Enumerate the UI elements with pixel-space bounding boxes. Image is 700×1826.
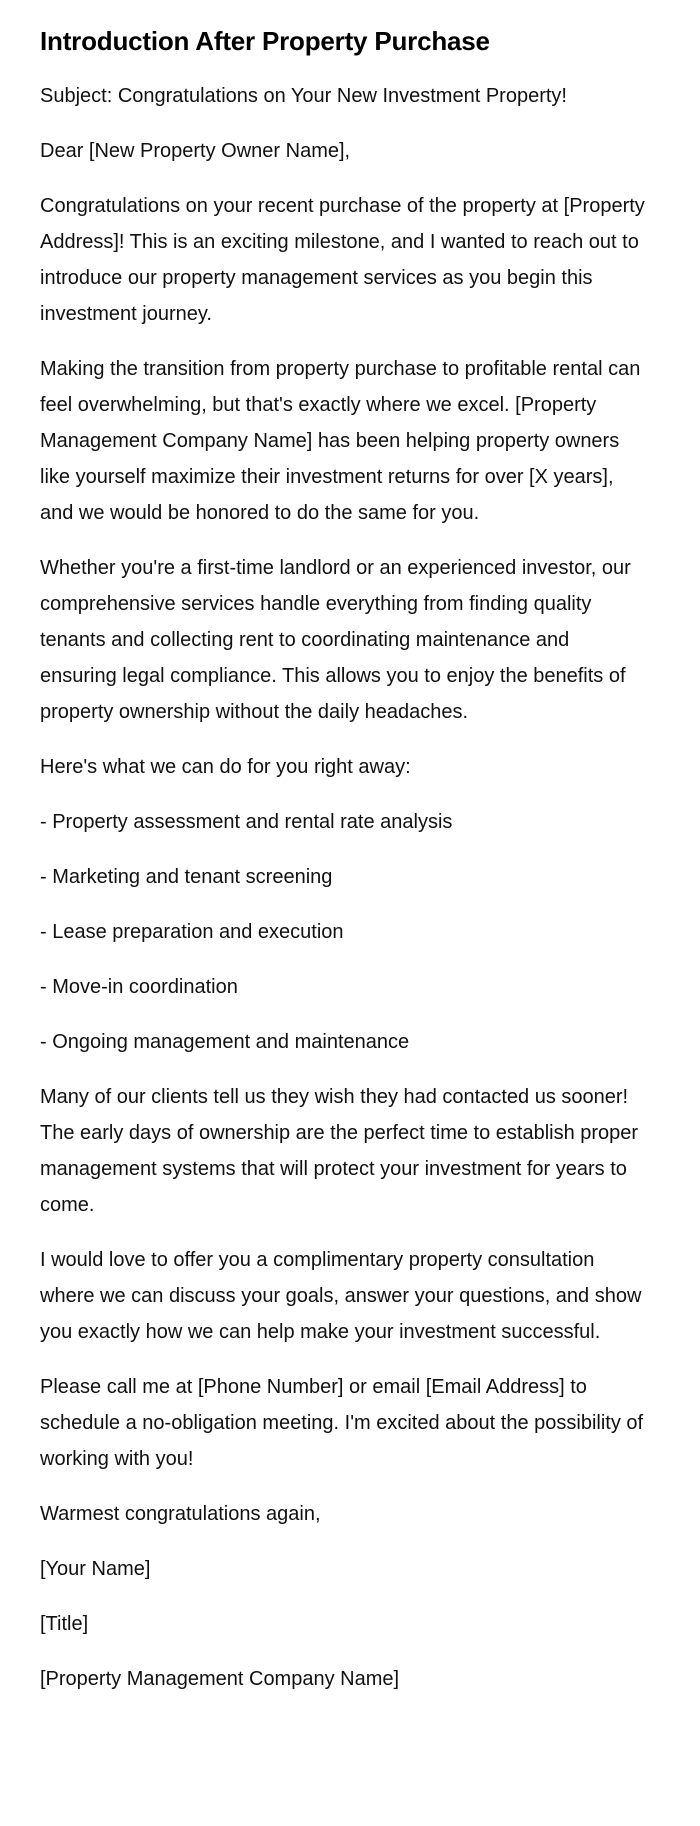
list-intro: Here's what we can do for you right away: <box>40 756 411 778</box>
signature-name: [Your Name] <box>40 1558 151 1580</box>
body-paragraph: Please call me at [Phone Number] or email [Email Address] to schedule a no-obligation meeting. I'm excited about the possibility of working with you! <box>40 1376 644 1470</box>
body-paragraph: Congratulations on your recent purchase of the property at [Property Address]! This is an exciting milestone, and I wanted to reach out to introduce our property management services as you begin this investment journey. <box>40 195 645 325</box>
signature-title: [Title] <box>40 1613 89 1635</box>
body-paragraph: Many of our clients tell us they wish they had contacted us sooner! The early days of ownership are the perfect time to establish proper management systems that will protect your investment for years to come. <box>40 1086 639 1216</box>
list-item: - Property assessment and rental rate analysis <box>40 811 453 833</box>
signature-company: [Property Management Company Name] <box>40 1668 400 1690</box>
body-paragraph: I would love to offer you a complimentary property consultation where we can discuss your goals, answer your questions, and show you exactly how we can help make your investment successful. <box>40 1249 642 1343</box>
subject-line: Subject: Congratulations on Your New Investment Property! <box>40 85 567 107</box>
closing: Warmest congratulations again, <box>40 1503 321 1525</box>
body-paragraph: Whether you're a first-time landlord or an experienced investor, our comprehensive services handle everything from finding quality tenants and collecting rent to coordinating maintenance and ensuring legal compliance. This allows you to enjoy the benefits of property ownership without the daily headaches. <box>40 557 631 723</box>
salutation: Dear [New Property Owner Name], <box>40 140 351 162</box>
list-item: - Ongoing management and maintenance <box>40 1031 410 1053</box>
list-item: - Move-in coordination <box>40 976 238 998</box>
list-item: - Marketing and tenant screening <box>40 866 333 888</box>
body-paragraph: Making the transition from property purchase to profitable rental can feel overwhelming, but that's exactly where we excel. [Property Management Company Name] has been helping property owners like yourself maximize their investment returns for over [X years], and we would be honored to do the same for you. <box>40 358 641 524</box>
document-title: Introduction After Property Purchase <box>40 26 490 56</box>
list-item: - Lease preparation and execution <box>40 921 344 943</box>
